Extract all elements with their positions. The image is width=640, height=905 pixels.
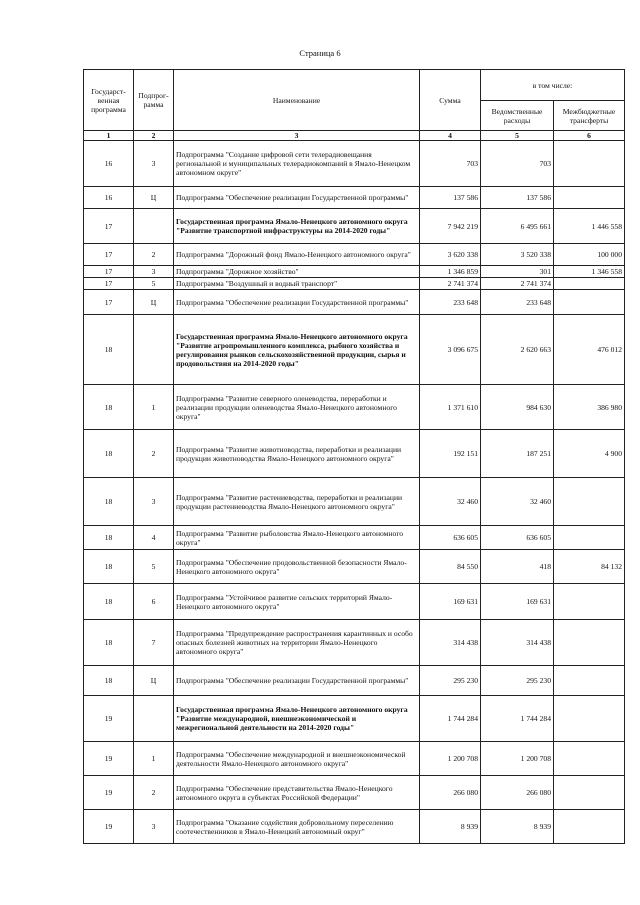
row-departmental-cell: 187 251 <box>481 430 554 478</box>
row-subprogram-cell: 3 <box>134 141 174 187</box>
table-row <box>84 526 625 550</box>
row-name-cell: Подпрограмма "Дорожное хозяйство" <box>174 266 420 278</box>
table-row <box>84 776 625 810</box>
row-departmental-cell: 3 520 338 <box>481 244 554 266</box>
row-departmental-cell: 266 080 <box>481 776 554 810</box>
row-interbudget-cell <box>554 584 625 620</box>
row-interbudget-cell: 4 900 <box>554 430 625 478</box>
header-interbudget: Межбюджетные трансферты <box>554 101 625 131</box>
row-name-cell: Подпрограмма "Развитие животноводства, переработки и реализации продукции животноводства Ямало-Ненецкого автономного округа" <box>174 430 420 478</box>
row-interbudget-cell <box>554 696 625 742</box>
row-program-cell: 17 <box>84 209 134 244</box>
table-row <box>84 278 625 290</box>
row-name-cell: Подпрограмма "Предупреждение распространения карантинных и особо опасных болезней животных на территории Ямало-Ненецкого автономного округа" <box>174 620 420 666</box>
table-row <box>84 141 625 187</box>
table-row <box>84 385 625 430</box>
row-subprogram-cell: 4 <box>134 526 174 550</box>
row-interbudget-cell <box>554 478 625 526</box>
row-subprogram-cell: 3 <box>134 266 174 278</box>
table-row <box>84 266 625 278</box>
row-sum-cell: 137 586 <box>420 187 481 209</box>
row-program-cell: 18 <box>84 430 134 478</box>
row-program-cell: 19 <box>84 742 134 776</box>
row-name-cell: Государственная программа Ямало-Ненецкого автономного округа "Развитие агропромышленного комплекса, рыбного хозяйства и регулирования рынков сельскохозяйственной продукции, сырья и продовольствия на 2014-2020 годы" <box>174 315 420 385</box>
row-sum-cell: 1 744 284 <box>420 696 481 742</box>
row-departmental-cell: 233 648 <box>481 290 554 315</box>
row-interbudget-cell <box>554 776 625 810</box>
row-name-cell: Государственная программа Ямало-Ненецкого автономного округа "Развитие транспортной инфраструктуры на 2014-2020 годы" <box>174 209 420 244</box>
row-interbudget-cell <box>554 810 625 844</box>
row-departmental-cell: 2 741 374 <box>481 278 554 290</box>
row-departmental-cell: 32 460 <box>481 478 554 526</box>
row-departmental-cell: 295 230 <box>481 666 554 696</box>
row-sum-cell: 703 <box>420 141 481 187</box>
header-num-4: 4 <box>420 131 481 141</box>
table-row <box>84 584 625 620</box>
table-row <box>84 290 625 315</box>
table-row <box>84 620 625 666</box>
row-name-cell: Подпрограмма "Обеспечение реализации Государственной программы" <box>174 290 420 315</box>
row-program-cell: 19 <box>84 696 134 742</box>
row-subprogram-cell: 1 <box>134 385 174 430</box>
row-program-cell: 18 <box>84 478 134 526</box>
table-row <box>84 810 625 844</box>
header-including: в том числе: <box>481 70 625 101</box>
header-subprogram: Подпрог-рамма <box>134 70 174 131</box>
row-sum-cell: 266 080 <box>420 776 481 810</box>
row-subprogram-cell: 7 <box>134 620 174 666</box>
table-row <box>84 315 625 385</box>
row-sum-cell: 314 438 <box>420 620 481 666</box>
row-subprogram-cell: Ц <box>134 187 174 209</box>
row-interbudget-cell <box>554 290 625 315</box>
row-sum-cell: 169 631 <box>420 584 481 620</box>
row-program-cell: 17 <box>84 266 134 278</box>
row-program-cell: 19 <box>84 810 134 844</box>
header-num-5: 5 <box>481 131 554 141</box>
row-subprogram-cell: 2 <box>134 430 174 478</box>
row-name-cell: Подпрограмма "Обеспечение реализации Государственной программы" <box>174 666 420 696</box>
row-name-cell: Подпрограмма "Дорожный фонд Ямало-Ненецкого автономного округа" <box>174 244 420 266</box>
row-subprogram-cell: 3 <box>134 478 174 526</box>
row-name-cell: Подпрограмма "Создание цифровой сети телерадиовещания региональной и муниципальных телерадиокомпаний в Ямало-Ненецком автономном округе" <box>174 141 420 187</box>
budget-table <box>83 69 625 844</box>
row-interbudget-cell: 1 446 558 <box>554 209 625 244</box>
row-interbudget-cell <box>554 187 625 209</box>
row-sum-cell: 8 939 <box>420 810 481 844</box>
row-interbudget-cell <box>554 526 625 550</box>
row-sum-cell: 3 096 675 <box>420 315 481 385</box>
row-program-cell: 18 <box>84 666 134 696</box>
table-row <box>84 696 625 742</box>
row-interbudget-cell <box>554 141 625 187</box>
row-departmental-cell: 636 605 <box>481 526 554 550</box>
row-subprogram-cell: 5 <box>134 278 174 290</box>
row-departmental-cell: 8 939 <box>481 810 554 844</box>
row-interbudget-cell <box>554 278 625 290</box>
row-program-cell: 18 <box>84 385 134 430</box>
row-subprogram-cell: 5 <box>134 550 174 584</box>
row-sum-cell: 1 371 610 <box>420 385 481 430</box>
row-program-cell: 18 <box>84 315 134 385</box>
table-row <box>84 666 625 696</box>
row-interbudget-cell <box>554 666 625 696</box>
row-name-cell: Государственная программа Ямало-Ненецкого автономного округа "Развитие международной, внешнеэкономической и межрегиональной деятельности на 2014-2020 годы" <box>174 696 420 742</box>
row-interbudget-cell <box>554 620 625 666</box>
row-program-cell: 17 <box>84 244 134 266</box>
table-row <box>84 244 625 266</box>
table-row <box>84 209 625 244</box>
row-subprogram-cell: Ц <box>134 666 174 696</box>
row-departmental-cell: 984 630 <box>481 385 554 430</box>
row-program-cell: 17 <box>84 278 134 290</box>
row-sum-cell: 192 151 <box>420 430 481 478</box>
header-name: Наименование <box>174 70 420 131</box>
row-sum-cell: 1 346 859 <box>420 266 481 278</box>
header-program: Государст-венная программа <box>84 70 134 131</box>
row-interbudget-cell <box>554 742 625 776</box>
row-subprogram-cell <box>134 315 174 385</box>
row-departmental-cell: 703 <box>481 141 554 187</box>
row-name-cell: Подпрограмма "Воздушный и водный транспорт" <box>174 278 420 290</box>
row-program-cell: 18 <box>84 620 134 666</box>
row-departmental-cell: 2 620 663 <box>481 315 554 385</box>
row-name-cell: Подпрограмма "Обеспечение реализации Государственной программы" <box>174 187 420 209</box>
table-row <box>84 478 625 526</box>
row-program-cell: 16 <box>84 187 134 209</box>
row-name-cell: Подпрограмма "Оказание содействия добровольному переселению соотечественников в Ямало-Ненецкий автономный округ" <box>174 810 420 844</box>
table-row <box>84 187 625 209</box>
row-program-cell: 19 <box>84 776 134 810</box>
row-subprogram-cell: 2 <box>134 776 174 810</box>
row-departmental-cell: 1 744 284 <box>481 696 554 742</box>
row-subprogram-cell: 1 <box>134 742 174 776</box>
row-name-cell: Подпрограмма "Обеспечение продовольственной безопасности Ямало-Ненецкого автономного округа" <box>174 550 420 584</box>
table-row <box>84 430 625 478</box>
row-departmental-cell: 6 495 661 <box>481 209 554 244</box>
table-row <box>84 742 625 776</box>
row-subprogram-cell: 2 <box>134 244 174 266</box>
row-program-cell: 18 <box>84 550 134 584</box>
row-sum-cell: 2 741 374 <box>420 278 481 290</box>
header-departmental: Ведомственные расходы <box>481 101 554 131</box>
row-subprogram-cell: Ц <box>134 290 174 315</box>
row-name-cell: Подпрограмма "Обеспечение международной и внешнеэкономической деятельности Ямало-Ненецкого автономного округа" <box>174 742 420 776</box>
row-program-cell: 18 <box>84 584 134 620</box>
row-subprogram-cell <box>134 696 174 742</box>
row-program-cell: 17 <box>84 290 134 315</box>
row-sum-cell: 7 942 219 <box>420 209 481 244</box>
row-subprogram-cell: 3 <box>134 810 174 844</box>
row-interbudget-cell: 1 346 558 <box>554 266 625 278</box>
row-name-cell: Подпрограмма "Развитие рыболовства Ямало-Ненецкого автономного округа" <box>174 526 420 550</box>
row-departmental-cell: 314 438 <box>481 620 554 666</box>
row-sum-cell: 3 620 338 <box>420 244 481 266</box>
row-subprogram-cell <box>134 209 174 244</box>
row-departmental-cell: 137 586 <box>481 187 554 209</box>
row-departmental-cell: 301 <box>481 266 554 278</box>
row-name-cell: Подпрограмма "Устойчивое развитие сельских территорий Ямало-Ненецкого автономного округа" <box>174 584 420 620</box>
row-sum-cell: 636 605 <box>420 526 481 550</box>
table-row <box>84 550 625 584</box>
row-interbudget-cell: 476 012 <box>554 315 625 385</box>
row-name-cell: Подпрограмма "Развитие растениеводства, переработки и реализации продукции растениеводства Ямало-Ненецкого автономного округа" <box>174 478 420 526</box>
row-interbudget-cell: 84 132 <box>554 550 625 584</box>
row-subprogram-cell: 6 <box>134 584 174 620</box>
row-sum-cell: 233 648 <box>420 290 481 315</box>
row-sum-cell: 32 460 <box>420 478 481 526</box>
header-num-6: 6 <box>554 131 625 141</box>
row-sum-cell: 295 230 <box>420 666 481 696</box>
page-label: Страница 6 <box>299 48 341 58</box>
row-name-cell: Подпрограмма "Обеспечение представительства Ямало-Ненецкого автономного округа в субъектах Российской Федерации" <box>174 776 420 810</box>
header-num-1: 1 <box>84 131 134 141</box>
table-body <box>84 141 625 844</box>
row-departmental-cell: 418 <box>481 550 554 584</box>
row-name-cell: Подпрограмма "Развитие северного оленеводства, переработки и реализации продукции оленеводства Ямало-Ненецкого автономного округа" <box>174 385 420 430</box>
row-departmental-cell: 1 200 708 <box>481 742 554 776</box>
row-interbudget-cell: 100 000 <box>554 244 625 266</box>
row-interbudget-cell: 386 980 <box>554 385 625 430</box>
row-program-cell: 16 <box>84 141 134 187</box>
header-sum: Сумма <box>420 70 481 131</box>
row-departmental-cell: 169 631 <box>481 584 554 620</box>
row-program-cell: 18 <box>84 526 134 550</box>
row-sum-cell: 84 550 <box>420 550 481 584</box>
header-num-3: 3 <box>174 131 420 141</box>
header-num-2: 2 <box>134 131 174 141</box>
row-sum-cell: 1 200 708 <box>420 742 481 776</box>
